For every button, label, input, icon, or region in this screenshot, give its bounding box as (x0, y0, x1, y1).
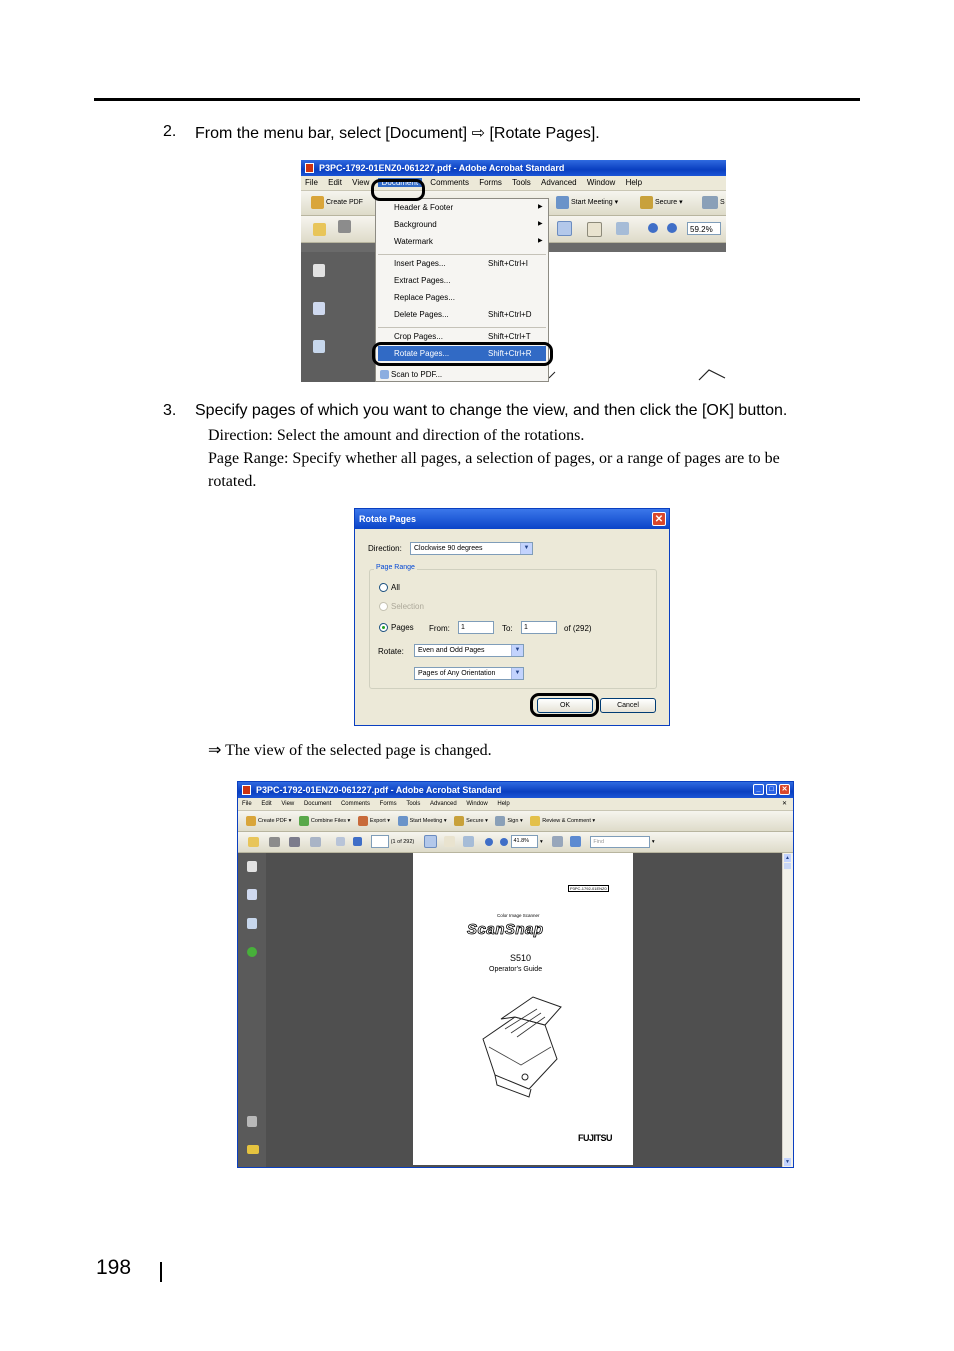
open-folder-icon[interactable] (313, 223, 326, 236)
pages-icon[interactable] (247, 861, 257, 872)
result-text: The view of the selected page is changed. (225, 742, 492, 759)
zoom-in-icon[interactable] (667, 223, 677, 233)
rotate-value: Even and Odd Pages (418, 647, 485, 654)
menu-bar (301, 176, 726, 191)
menu-item-header-footer[interactable]: Header & Footer ▶ (394, 203, 543, 212)
export-icon (358, 816, 368, 826)
page-range-note-line-1: Page Range: Specify whether all pages, a selection of pages, or a range of pages are to be (208, 450, 780, 467)
pdf-icon (305, 163, 314, 173)
menu-item-scan-to-pdf[interactable]: Scan to PDF... (380, 370, 442, 379)
highlight-ring-rotate (372, 342, 553, 366)
page-number-field[interactable] (371, 835, 389, 848)
menu-item-rotate-pages[interactable]: Rotate Pages... Shift+Ctrl+R (394, 349, 532, 358)
pages-radio[interactable] (379, 623, 388, 632)
zoom-in-icon[interactable] (500, 838, 508, 846)
open-folder-icon[interactable] (248, 837, 259, 847)
step-text: From the menu bar, select [Document] (195, 125, 468, 142)
vertical-scrollbar[interactable] (782, 853, 793, 1167)
menu-document[interactable]: Document (378, 178, 422, 187)
dialog-titlebar (355, 509, 669, 529)
scroll-down-icon[interactable]: ▼ (785, 1159, 790, 1165)
menu-document[interactable]: Document (303, 801, 332, 807)
highlight-ring-ok (530, 693, 599, 717)
submenu-arrow-icon: ▶ (538, 204, 543, 210)
print-icon[interactable] (269, 837, 280, 847)
direction-note: Direction: Select the amount and direction of the rotations. (208, 427, 585, 444)
zoom-tool-icon[interactable] (616, 222, 629, 235)
menu-arrow-icon: ⇨ (471, 125, 485, 142)
chevron-down-icon[interactable]: ▼ (511, 645, 523, 656)
signatures-icon[interactable] (313, 340, 325, 353)
find-input[interactable]: Find (590, 836, 650, 848)
zoom-out-icon[interactable] (648, 223, 658, 233)
combine-icon (299, 816, 309, 826)
previous-page-icon[interactable] (336, 837, 345, 846)
page-range-label: Page Range (376, 564, 415, 571)
window-title: P3PC-1792-01ENZ0-061227.pdf - Adobe Acrobat Standard (319, 163, 565, 173)
zoom-field[interactable]: 59.2% (687, 222, 721, 235)
partial-scanner-drawing (549, 252, 726, 382)
next-page-icon[interactable] (353, 837, 362, 846)
acrobat-rotated-screenshot (237, 781, 794, 1168)
document-subtitle: Color Image Scanner (497, 913, 540, 918)
bookmarks-icon[interactable] (313, 302, 325, 315)
scansnap-logo: ScanSnap (467, 921, 544, 938)
fujitsu-logo: FUJITSU (578, 1133, 613, 1143)
close-icon[interactable]: ✕ (779, 784, 790, 795)
step-3 (163, 402, 788, 420)
export-button[interactable]: Export ▾ (358, 811, 390, 831)
scroll-up-icon[interactable]: ▲ (785, 855, 790, 861)
from-label: From: (429, 624, 450, 633)
menu-file[interactable]: File (242, 801, 252, 807)
menu-window[interactable]: Window (586, 178, 616, 187)
review-comment-button[interactable]: Review & Comment ▾ (530, 811, 595, 831)
menu-view[interactable]: View (352, 178, 370, 187)
menu-forms[interactable]: Forms (479, 178, 502, 187)
window-title: P3PC-1792-01ENZ0-061227.pdf - Adobe Acrobat Standard (256, 785, 502, 795)
fit-page-icon[interactable] (552, 836, 563, 847)
menu-separator (378, 327, 546, 328)
combine-files-button[interactable]: Combine Files ▾ (299, 811, 350, 831)
menu-help[interactable]: Help (497, 801, 510, 807)
menu-tools[interactable]: Tools (512, 178, 531, 187)
navigation-pane (301, 252, 375, 382)
selection-label: Selection (391, 602, 424, 611)
close-icon[interactable]: ✕ (652, 512, 666, 526)
fit-width-icon[interactable] (570, 836, 581, 847)
document-view (549, 252, 726, 382)
menu-item-insert-pages[interactable]: Insert Pages... Shift+Ctrl+I (394, 259, 529, 268)
start-meeting-label: Start Meeting (571, 199, 613, 206)
highlight-ring-document (371, 179, 425, 201)
meeting-icon (556, 196, 569, 209)
selection-radio[interactable] (379, 602, 388, 611)
guide-title: Operator's Guide (489, 966, 543, 973)
dialog-title: Rotate Pages (359, 514, 417, 524)
direction-value: Clockwise 90 degrees (414, 545, 483, 552)
menu-comments[interactable]: Comments (430, 178, 469, 187)
email-icon[interactable] (310, 837, 321, 847)
window-titlebar (301, 160, 726, 176)
menu-item-replace-pages[interactable]: Replace Pages... (394, 293, 455, 302)
select-tool-icon[interactable] (557, 221, 572, 236)
menu-tools[interactable]: Tools (406, 801, 421, 807)
create-pdf-button[interactable] (311, 191, 363, 215)
page-count-label: (1 of 292) (390, 839, 415, 845)
create-pdf-icon (311, 196, 324, 209)
menu-bar (238, 798, 793, 811)
pen-icon (702, 196, 718, 209)
lock-icon (640, 196, 653, 209)
create-pdf-icon (246, 816, 256, 826)
zoom-out-icon[interactable] (485, 838, 493, 846)
menu-item-watermark[interactable]: Watermark ▶ (394, 237, 543, 246)
result-note (208, 739, 492, 762)
select-tool-icon[interactable] (424, 835, 437, 848)
menu-file[interactable]: File (305, 178, 318, 187)
toolbar-main (238, 811, 793, 832)
all-label: All (391, 583, 400, 592)
document-code: P3PC-1792-01ENZ0 (570, 886, 607, 891)
rotate-pages-dialog (354, 508, 670, 726)
step-number: 3. (163, 402, 177, 419)
meeting-icon (398, 816, 408, 826)
menu-separator (378, 254, 546, 255)
maximize-icon[interactable]: □ (766, 784, 777, 795)
page-count-label: of (292) (564, 624, 592, 633)
orientation-select[interactable] (414, 667, 524, 680)
minimize-icon[interactable]: _ (753, 784, 764, 795)
attachment-icon[interactable] (247, 1116, 257, 1127)
create-pdf-button[interactable]: Create PDF ▾ (246, 811, 291, 831)
lock-icon (454, 816, 464, 826)
pdf-icon (242, 785, 251, 795)
rotate-label: Rotate: (378, 647, 404, 656)
page-number-bar (160, 1262, 162, 1282)
all-radio[interactable] (379, 583, 388, 592)
menu-item-background[interactable]: Background ▶ (394, 220, 543, 229)
secure-button[interactable]: Secure ▾ (640, 191, 683, 215)
scroll-thumb[interactable] (784, 863, 791, 869)
signatures-icon[interactable] (247, 918, 257, 929)
pen-icon (495, 816, 505, 826)
start-meeting-button[interactable]: Start Meeting ▾ (556, 191, 618, 215)
cancel-button[interactable]: Cancel (600, 698, 656, 713)
direction-label: Direction: (368, 544, 402, 553)
review-icon (530, 816, 540, 826)
chevron-down-icon[interactable]: ▼ (520, 543, 532, 554)
navigation-pane (238, 853, 266, 1168)
sign-label: S (720, 199, 725, 206)
menu-help[interactable]: Help (625, 178, 643, 187)
menu-edit[interactable]: Edit (261, 801, 272, 807)
comments-icon[interactable] (247, 1145, 259, 1154)
menu-advanced[interactable]: Advanced (541, 178, 577, 187)
secure-label: Secure (655, 199, 678, 206)
close-document-icon[interactable]: ✕ (781, 801, 787, 807)
result-arrow-icon: ⇒ (208, 742, 222, 759)
menu-item-extract-pages[interactable]: Extract Pages... (394, 276, 451, 285)
step-text: Specify pages of which you want to change the view, and then click the [OK] button. (195, 402, 788, 419)
scanner-icon (380, 370, 389, 379)
menu-forms[interactable]: Forms (379, 801, 397, 807)
toolbar-navigation: (1 of 292) 41.8% ▾ Find ▾ (238, 832, 793, 853)
secure-button[interactable]: Secure ▾ (454, 811, 488, 831)
bookmarks-icon[interactable] (247, 889, 257, 900)
rotate-select[interactable] (414, 644, 524, 657)
sign-button[interactable]: Sign ▾ (495, 811, 522, 831)
print-icon[interactable] (338, 220, 351, 233)
pages-label: Pages (391, 623, 414, 632)
sign-button[interactable] (702, 191, 725, 215)
step-number: 2. (163, 123, 177, 140)
pdf-page (413, 853, 633, 1165)
submenu-arrow-icon: ▶ (538, 221, 543, 227)
acrobat-menu-screenshot (301, 160, 726, 382)
save-icon[interactable] (289, 837, 300, 847)
step-2 (163, 123, 600, 142)
menu-item-crop-pages[interactable]: Crop Pages... Shift+Ctrl+T (394, 332, 531, 341)
direction-select[interactable] (410, 542, 533, 555)
menu-view[interactable]: View (281, 801, 295, 807)
start-meeting-button[interactable]: Start Meeting ▾ (398, 811, 447, 831)
pages-icon[interactable] (313, 264, 325, 277)
menu-item-delete-pages[interactable]: Delete Pages... Shift+Ctrl+D (394, 310, 532, 319)
menu-comments[interactable]: Comments (340, 801, 370, 807)
chevron-down-icon[interactable]: ▼ (511, 668, 523, 679)
zoom-field[interactable]: 41.8% (511, 835, 538, 848)
scanner-illustration (475, 989, 575, 1099)
page-range-note-line-2: rotated. (208, 473, 257, 490)
ok-button[interactable]: OK (537, 698, 593, 713)
page-range-note (208, 447, 848, 493)
menu-window[interactable]: Window (466, 801, 488, 807)
orientation-value: Pages of Any Orientation (418, 670, 496, 677)
menu-advanced[interactable]: Advanced (430, 801, 457, 807)
window-titlebar (238, 782, 793, 798)
submenu-arrow-icon: ▶ (538, 238, 543, 244)
header-rule (94, 98, 860, 101)
to-label: To: (502, 624, 513, 633)
hand-tool-icon[interactable] (444, 836, 455, 847)
menu-edit[interactable]: Edit (328, 178, 342, 187)
zoom-tool-icon[interactable] (463, 836, 474, 847)
step-target: [Rotate Pages]. (489, 125, 600, 142)
to-input[interactable]: 1 (521, 621, 557, 634)
hand-tool-icon[interactable] (587, 222, 602, 237)
create-pdf-label: Create PDF (326, 199, 363, 206)
from-input[interactable]: 1 (458, 621, 494, 634)
page-number: 198 (96, 1256, 132, 1279)
model-name: S510 (510, 953, 532, 963)
help-icon[interactable] (247, 947, 257, 957)
